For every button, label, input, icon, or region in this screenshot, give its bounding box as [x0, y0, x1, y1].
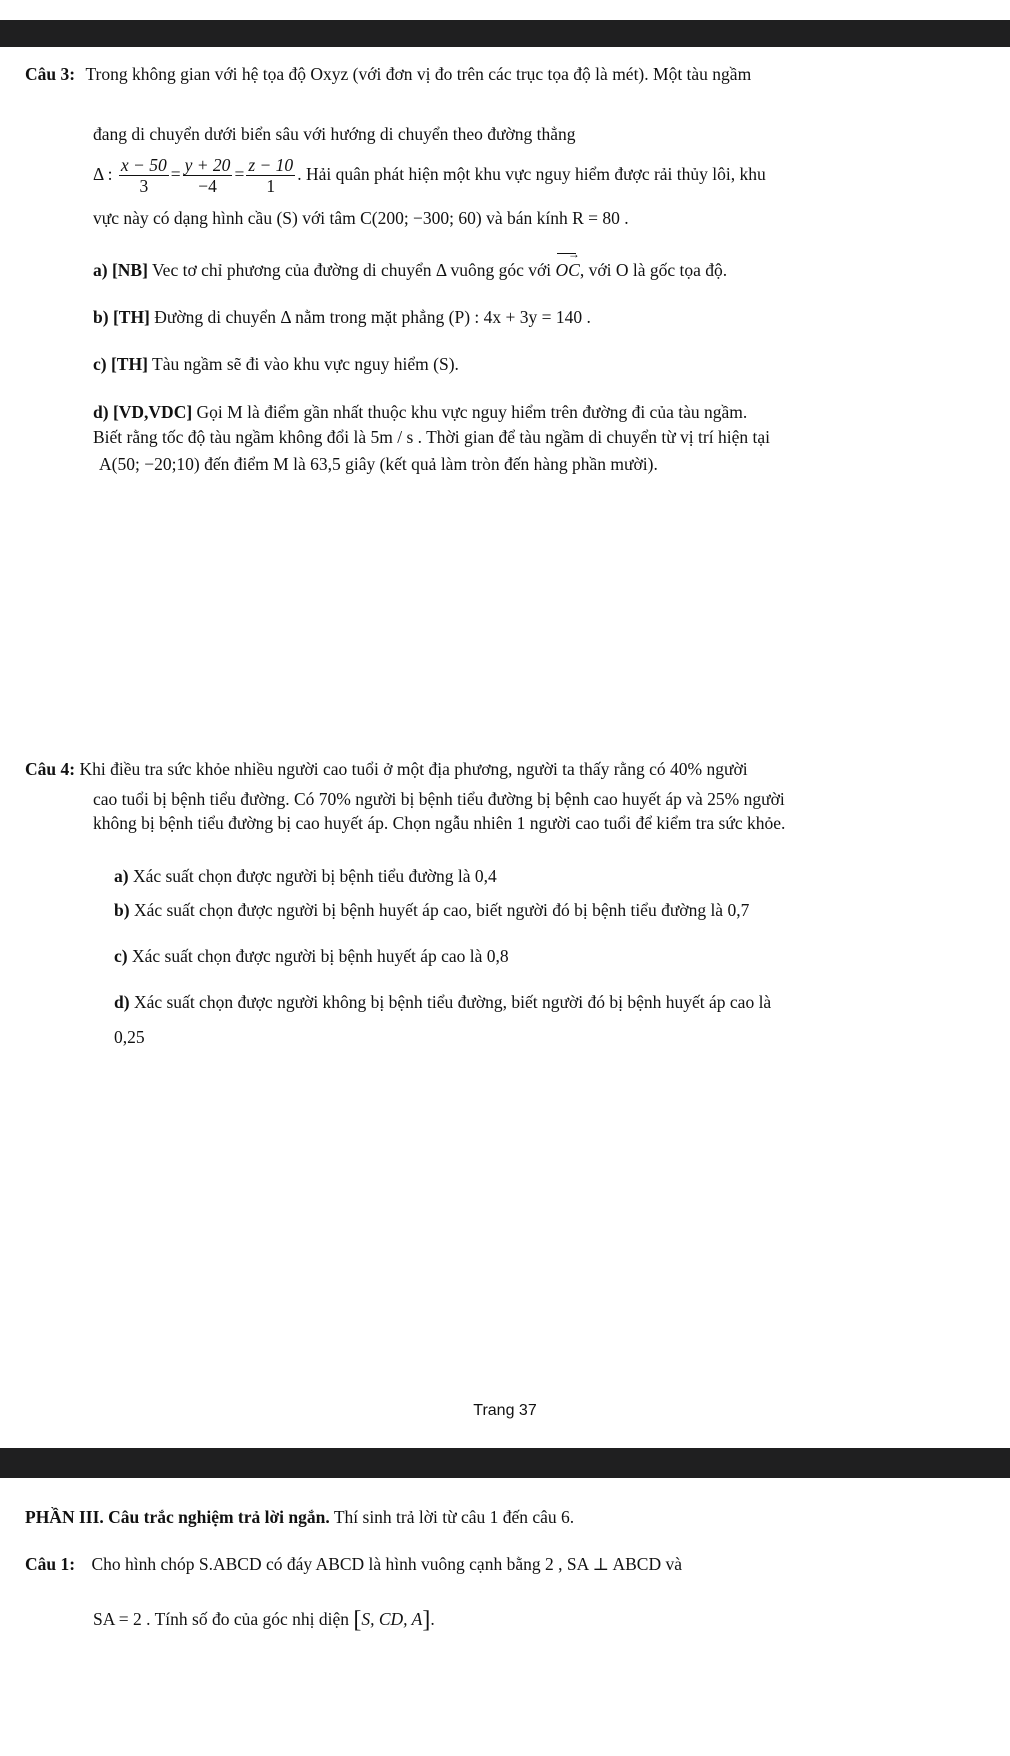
q4-c-text: Xác suất chọn được người bị bệnh huyết áp cao là 0,8 — [131, 946, 509, 966]
q3-a-text2: , với O là gốc tọa độ. — [579, 260, 728, 280]
q3-frac3-den: 1 — [266, 176, 276, 197]
q3-fraction-z — [246, 155, 295, 196]
vector-arrow-icon: → — [556, 249, 580, 259]
q4-item-c — [114, 944, 509, 968]
q4-item-b — [114, 898, 749, 922]
q3-label: Câu 3: — [25, 64, 76, 84]
q3-d-label: d) — [93, 402, 109, 422]
part3-q1-text2: SA = 2 . Tính số đo của góc nhị diện — [93, 1609, 349, 1629]
q4-line1-text: Khi điều tra sức khỏe nhiều người cao tuổi ở một địa phương, người ta thấy rằng có 40% người — [79, 759, 748, 779]
q3-frac1-num: x − 50 — [120, 155, 167, 176]
q4-item-d — [114, 990, 771, 1014]
q3-b-label: b) — [93, 307, 109, 327]
q3-item-b — [93, 305, 591, 329]
q3-c-text: Tàu ngầm sẽ đi vào khu vực nguy hiểm (S). — [152, 354, 459, 374]
part3-heading: PHẦN III. Câu trắc nghiệm trả lời ngắn. — [25, 1507, 330, 1527]
q4-line2: cao tuổi bị bệnh tiểu đường. Có 70% người bị bệnh tiểu đường bị bệnh cao huyết áp và 25% người — [93, 789, 785, 809]
bracket-close: ] — [422, 1607, 431, 1633]
part3-q1-label: Câu 1: — [25, 1554, 76, 1574]
q3-line1-text: Trong không gian với hệ tọa độ Oxyz (với đơn vị đo trên các trục tọa độ là mét). Một tàu ngầm — [85, 64, 752, 84]
q3-a-label: a) — [93, 260, 108, 280]
part3-instruction: Thí sinh trả lời từ câu 1 đến câu 6. — [333, 1507, 575, 1527]
q3-frac2-num: y + 20 — [184, 155, 231, 176]
q3-line1 — [25, 62, 751, 86]
q3-frac1-den: 3 — [139, 176, 149, 197]
q3-eq-prefix: Δ : — [93, 164, 113, 184]
q3-item-c — [93, 352, 459, 376]
q4-line1 — [25, 757, 748, 781]
q4-line3: không bị bệnh tiểu đường bị cao huyết áp. Chọn ngẫu nhiên 1 người cao tuổi để kiểm tra sức khỏe. — [93, 813, 786, 833]
q4-label: Câu 4: — [25, 759, 76, 779]
q3-d-line3: A(50; −20;10) đến điểm M là 63,5 giây (kết quả làm tròn đến hàng phần mười). — [99, 454, 658, 474]
q3-b-text: Đường di chuyển Δ nằm trong mặt phẳng (P) : 4x + 3y = 140 . — [154, 307, 591, 327]
q3-frac2-den: −4 — [198, 176, 217, 197]
part3-q1-line2 — [93, 1603, 435, 1636]
q3-line3-rest: . Hải quân phát hiện một khu vực nguy hiểm được rải thủy lôi, khu — [297, 164, 766, 184]
q4-a-text: Xác suất chọn được người bị bệnh tiểu đường là 0,4 — [132, 866, 497, 886]
part3-q1-end: . — [430, 1609, 435, 1629]
q3-d-tag: [VD,VDC] — [112, 402, 193, 422]
q4-c-label: c) — [114, 946, 128, 966]
q3-a-tag: [NB] — [111, 260, 148, 280]
q4-b-label: b) — [114, 900, 130, 920]
part3-q1-text: Cho hình chóp S.ABCD có đáy ABCD là hình vuông cạnh bằng 2 , SA ⊥ ABCD và — [91, 1554, 683, 1574]
q4-item-a — [114, 864, 497, 888]
q3-fraction-y — [183, 155, 233, 196]
q3-equation-line: Δ : $\frac{x - 50}{3}$ = $\frac{y + 20}{-4}$ = $\frac{z - 10}{1}$ . Hải quân phát hiện một khu vực nguy hiểm được rải thủy lôi, khu — [93, 155, 766, 197]
dihedral-angle: S, CD, A — [361, 1609, 423, 1629]
q4-b-text: Xác suất chọn được người bị bệnh huyết áp cao, biết người đó bị bệnh tiểu đường là 0,7 — [133, 900, 750, 920]
q4-d-text1: Xác suất chọn được người không bị bệnh tiểu đường, biết người đó bị bệnh huyết áp cao là — [133, 992, 772, 1012]
part3-q1-line1 — [25, 1552, 682, 1576]
page-separator — [0, 1448, 1010, 1478]
q4-d-label: d) — [114, 992, 130, 1012]
q3-d-line2: Biết rằng tốc độ tàu ngầm không đổi là 5m / s . Thời gian để tàu ngầm di chuyển từ vị trí hiện tại — [93, 427, 770, 447]
part3-heading-line — [25, 1505, 574, 1529]
vector-oc — [555, 247, 580, 282]
q3-c-label: c) — [93, 354, 107, 374]
q3-frac3-num: z − 10 — [248, 155, 294, 176]
q3-fraction-x — [119, 155, 169, 196]
top-bar — [0, 20, 1010, 47]
vector-oc-label: OC — [555, 260, 580, 280]
q4-d-line2: 0,25 — [114, 1027, 145, 1047]
q3-b-tag: [TH] — [112, 307, 150, 327]
q4-a-label: a) — [114, 866, 129, 886]
q3-c-tag: [TH] — [110, 354, 148, 374]
q3-item-a — [93, 247, 728, 282]
q3-a-text1: Vec tơ chỉ phương của đường di chuyển Δ vuông góc với — [151, 260, 552, 280]
page-number: Trang 37 — [473, 1402, 537, 1419]
q3-item-d — [93, 400, 747, 424]
q3-line4: vực này có dạng hình cầu (S) với tâm C(200; −300; 60) và bán kính R = 80 . — [93, 208, 629, 228]
q3-d-text1: Gọi M là điểm gần nhất thuộc khu vực nguy hiểm trên đường đi của tàu ngầm. — [196, 402, 748, 422]
bracket-open: [ — [353, 1607, 362, 1633]
q3-line2: đang di chuyển dưới biển sâu với hướng di chuyển theo đường thẳng — [93, 124, 576, 144]
